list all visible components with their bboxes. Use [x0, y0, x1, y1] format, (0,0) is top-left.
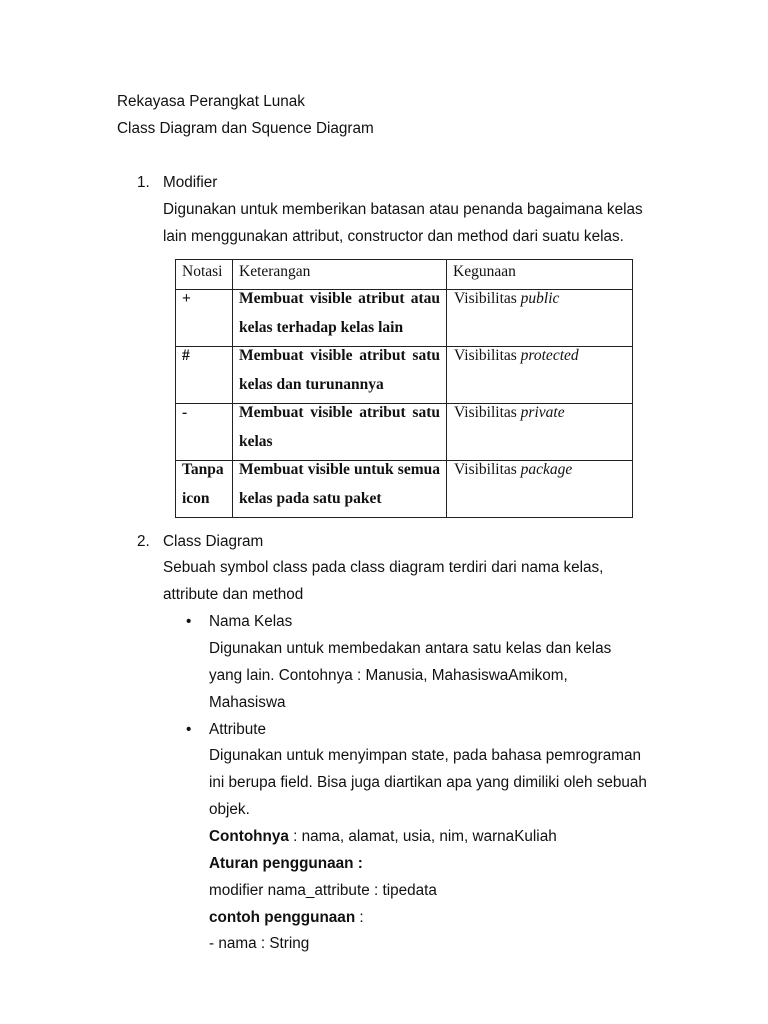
bullet-text-line: Digunakan untuk menyimpan state, pada bahasa pemrograman: [209, 747, 641, 765]
cell-notasi: [176, 347, 233, 404]
kegunaan-line: [454, 290, 626, 308]
header-and-modifier-section: [0, 88, 768, 250]
cell-kegunaan: [447, 347, 633, 404]
keterangan-line: kelas pada satu paket: [239, 490, 382, 507]
table-row: [176, 404, 633, 461]
cell-keterangan: [233, 290, 447, 347]
paragraph-line: lain menggunakan attribut, constructor dan method dari suatu kelas.: [163, 227, 624, 245]
kegunaan-text: Visibilitas: [454, 347, 517, 364]
cell-notasi: [176, 404, 233, 461]
table-header-row: [176, 260, 633, 290]
cell-kegunaan: [447, 404, 633, 461]
keterangan-line: kelas dan turunannya: [239, 376, 384, 393]
header-label: Kegunaan: [453, 263, 516, 280]
cell-keterangan: [233, 347, 447, 404]
usage-example: - nama : String: [209, 935, 310, 953]
bullet-label: Attribute: [209, 720, 266, 738]
cell-kegunaan: [447, 461, 633, 518]
kegunaan-text: Visibilitas: [454, 461, 517, 478]
notasi-text: +: [182, 290, 191, 307]
section-heading-modifier: [0, 169, 768, 196]
example-text: : nama, alamat, usia, nim, warnaKuliah: [288, 827, 557, 845]
section-heading-class-diagram: [0, 529, 768, 556]
keterangan-line: kelas terhadap kelas lain: [239, 319, 404, 336]
keterangan-line: kelas: [239, 433, 273, 450]
cell-keterangan: [233, 404, 447, 461]
usage-heading-line: [0, 905, 768, 932]
blank-line: [0, 142, 768, 169]
kegunaan-text: Visibilitas: [454, 290, 517, 307]
section-heading-text: Class Diagram: [163, 532, 264, 550]
usage-heading-text: :: [355, 908, 364, 926]
header-label: Keterangan: [239, 263, 311, 280]
bullet-icon: •: [186, 613, 192, 631]
bullet-text-line: objek.: [209, 801, 250, 819]
bullet-text-line: yang lain. Contohnya : Manusia, MahasiswaAmikom,: [209, 666, 568, 684]
class-diagram-section: [0, 529, 768, 959]
kegunaan-term: public: [520, 290, 560, 307]
example-label: Contohnya: [209, 827, 289, 845]
table-header-keterangan: [233, 260, 447, 290]
kegunaan-term: private: [520, 404, 565, 421]
kegunaan-term: package: [520, 461, 573, 478]
paragraph-line: attribute dan method: [163, 586, 304, 604]
bullet-item-nama-kelas: [0, 609, 768, 636]
list-number: 1.: [137, 173, 150, 191]
modifier-table: [175, 259, 633, 518]
keterangan-line: Membuat visible atribut atau: [239, 290, 440, 307]
kegunaan-line: [454, 404, 626, 422]
bullet-text-line: ini berupa field. Bisa juga diartikan apa yang dimiliki oleh sebuah: [209, 774, 647, 792]
paragraph-line: Digunakan untuk memberikan batasan atau penanda bagaimana kelas: [163, 200, 643, 218]
bullet-text-line: Mahasiswa: [209, 693, 286, 711]
kegunaan-text: Visibilitas: [454, 404, 517, 421]
bullet-icon: •: [186, 720, 192, 738]
cell-keterangan: [233, 461, 447, 518]
kegunaan-line: [454, 347, 626, 365]
bullet-item-attribute: [0, 717, 768, 744]
header-label: Notasi: [182, 263, 223, 280]
section-heading-text: Modifier: [163, 173, 218, 191]
document-title: Rekayasa Perangkat Lunak: [117, 92, 305, 110]
bullet-label: Nama Kelas: [209, 613, 293, 631]
cell-kegunaan: [447, 290, 633, 347]
notasi-text: Tanpa: [182, 461, 224, 478]
table-row: [176, 461, 633, 518]
keterangan-line: Membuat visible atribut satu: [239, 404, 440, 421]
list-number: 2.: [137, 532, 150, 550]
cell-notasi: [176, 290, 233, 347]
keterangan-line: Membuat visible atribut satu: [239, 347, 440, 364]
rule-heading: Aturan penggunaan :: [209, 854, 363, 872]
usage-heading-label: contoh penggunaan: [209, 908, 356, 926]
kegunaan-line: [454, 461, 626, 479]
attribute-example-line: [0, 824, 768, 851]
paragraph-line: Sebuah symbol class pada class diagram terdiri dari nama kelas,: [163, 559, 604, 577]
notasi-text: #: [182, 347, 190, 364]
table-header-kegunaan: [447, 260, 633, 290]
table-row: [176, 290, 633, 347]
notasi-text: icon: [182, 490, 210, 507]
table-row: [176, 347, 633, 404]
document-subtitle: Class Diagram dan Squence Diagram: [117, 119, 374, 137]
notasi-text: -: [182, 404, 188, 421]
cell-notasi: [176, 461, 233, 518]
table-header-notasi: [176, 260, 233, 290]
keterangan-line: Membuat visible untuk semua: [239, 461, 440, 478]
kegunaan-term: protected: [520, 347, 579, 364]
bullet-text-line: Digunakan untuk membedakan antara satu kelas dan kelas: [209, 639, 612, 657]
rule-syntax: modifier nama_attribute : tipedata: [209, 881, 437, 899]
